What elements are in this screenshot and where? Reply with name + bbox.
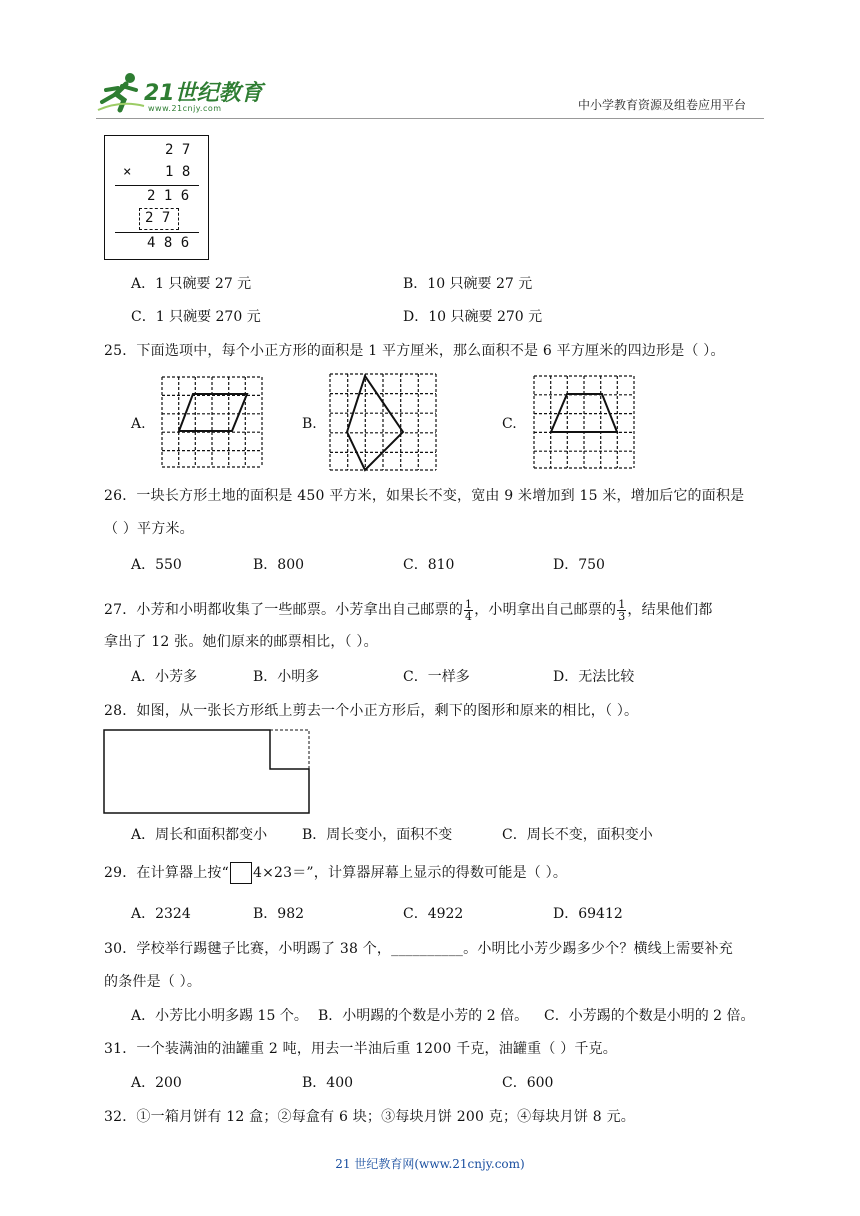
q25-grid-a [160,375,264,469]
q30-option-b: B．小明踢的个数是小芳的 2 倍。 [318,1008,529,1024]
q30-option-c: C．小芳踢的个数是小明的 2 倍。 [544,1008,755,1024]
calc-line-1: 2 7 [165,142,191,158]
q30-stem-line-1: 30．学校举行踢毽子比赛，小明踢了 38 个，__________。小明比小芳少踢多少个？横线上需要补充 [104,941,733,957]
logo-text: 21世纪教育 [144,81,263,106]
q29-option-b: B．982 [253,906,305,922]
q25-grid-b [328,372,438,472]
q25-option-b-label: B. [302,416,317,432]
q29-stem-part-b: 4×23＝”，计算器屏幕上显示的得数可能是（ ）。 [252,865,568,881]
q27-frac1-num: 1 [465,597,473,611]
q28-option-b: B．周长变小，面积不变 [302,827,453,843]
q32-stem: 32．①一箱月饼有 12 盒；②每盒有 6 块；③每块月饼 200 克；④每块月饼 8 元。 [104,1109,635,1125]
q25-option-c-label: C. [502,416,517,432]
q27-frac2-den: 3 [618,609,626,623]
q28-option-a: A．周长和面积都变小 [131,827,268,843]
q26-stem-line-2: （ ）平方米。 [104,521,194,537]
q24-option-c: C．1 只碗要 270 元 [131,309,261,325]
q26-option-c: C．810 [403,557,455,573]
q29-blank-box [230,862,252,884]
q27-stem-line-2: 拿出了 12 张。她们原来的邮票相比，（ ）。 [104,634,378,650]
q30-option-a: A．小芳比小明多踢 15 个。 [131,1008,308,1024]
calc-line-2: 1 8 [165,164,191,180]
q25-option-a-label: A. [131,416,146,432]
calc-line-4: 2 7 [145,210,171,226]
calc-mult-sign: × [123,164,132,180]
q28-rectangle-figure [103,729,311,815]
q26-stem-line-1: 26．一块长方形土地的面积是 450 平方米，如果长不变，宽由 9 米增加到 15 米，增加后它的面积是 [104,488,745,504]
q27-frac2-num: 1 [618,597,626,611]
q31-stem: 31．一个装满油的油罐重 2 吨，用去一半油后重 1200 千克，油罐重（ ）千克。 [104,1041,617,1057]
q29-stem-part-a: 29．在计算器上按“ [104,865,229,881]
calc-line-3: 2 1 6 [147,188,190,204]
header-logo [96,70,266,118]
q27-option-d: D．无法比较 [553,669,635,685]
q25-stem: 25．下面选项中，每个小正方形的面积是 1 平方厘米，那么面积不是 6 平方厘米的四边形是（ ）。 [104,343,725,359]
q29-stem [104,862,567,884]
header-rule [96,118,764,119]
q24-option-b: B．10 只碗要 27 元 [403,276,533,292]
calc-rule-1 [115,185,199,186]
footer-text: 21 世纪教育网(www.21cnjy.com) [335,1157,525,1171]
logo-url: www.21cnjy.com [148,104,222,113]
platform-label: 中小学教育资源及组卷应用平台 [578,98,747,112]
q31-option-a: A．200 [131,1075,182,1091]
q24-option-a: A．1 只碗要 27 元 [131,276,252,292]
q30-stem-line-2: 的条件是（ ）。 [104,974,202,990]
q27-option-b: B．小明多 [253,669,320,685]
q27-stem-part-c: ，结果他们都 [627,602,713,618]
q27-fraction-2 [617,599,626,622]
q31-option-c: C．600 [502,1075,554,1091]
calc-line-5: 4 8 6 [147,235,190,251]
calc-rule-2 [115,232,199,233]
q29-option-a: A．2324 [131,906,191,922]
q28-option-c: C．周长不变，面积变小 [502,827,653,843]
q24-option-d: D．10 只碗要 270 元 [403,309,543,325]
q27-stem-line-1 [104,592,713,628]
q27-option-a: A．小芳多 [131,669,198,685]
q29-option-c: C．4922 [403,906,464,922]
q27-option-c: C．一样多 [403,669,470,685]
q27-fraction-1 [464,599,473,622]
q25-shape-b [347,376,403,470]
q26-option-d: D．750 [553,557,605,573]
q25-grid-c [532,374,636,470]
runner-logo-icon [96,70,146,114]
multiplication-figure [104,135,209,260]
q29-option-d: D．69412 [553,906,623,922]
q28-stem: 28．如图，从一张长方形纸上剪去一个小正方形后，剩下的图形和原来的相比，（ ）。 [104,703,639,719]
q27-frac1-den: 4 [465,609,473,623]
q27-stem-part-b: ，小明拿出自己邮票的 [474,602,617,618]
q27-stem-part-a: 27．小芳和小明都收集了一些邮票。小芳拿出自己邮票的 [104,602,464,618]
q26-option-b: B．800 [253,557,305,573]
q25-shape-a [179,394,247,431]
q31-option-b: B．400 [302,1075,354,1091]
q26-option-a: A．550 [131,557,182,573]
